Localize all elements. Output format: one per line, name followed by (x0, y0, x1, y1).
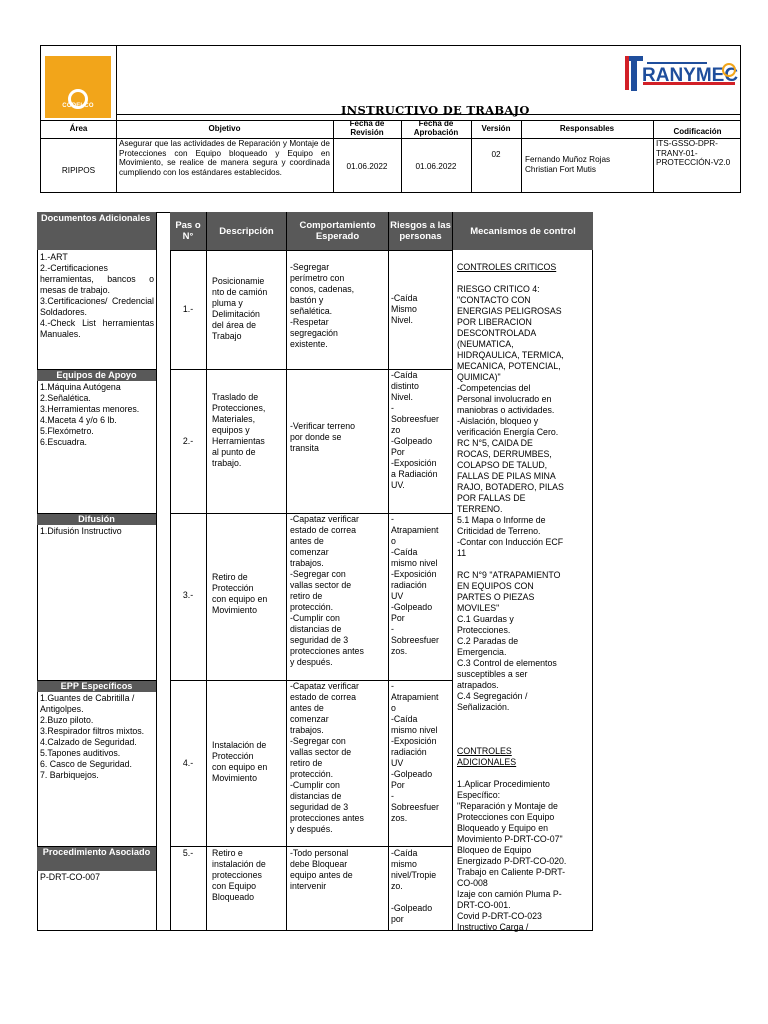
value-codificacion: ITS-GSSO-DPR-TRANY-01-PROTECCIÓN-V2.0 (656, 139, 731, 167)
equipos-head: Equipos de Apoyo (37, 370, 156, 381)
divider (206, 212, 207, 931)
codelco-logo (45, 56, 111, 118)
label-version: Versión (481, 124, 511, 133)
row3-riesgos: - Atrapamient o -Caída mismo nivel -Exposición radiación UV -Golpeado Por - Sobreesfuer zos. (391, 514, 439, 656)
value-responsables: Fernando Muñoz Rojas Christian Fort Mutis (525, 155, 611, 174)
row3-descripcion: Retiro de Protección con equipo en Movimiento (212, 572, 268, 615)
row4-paso: 4.- (182, 758, 194, 768)
documentos-head: Documentos Adicionales (37, 212, 156, 250)
divider (156, 212, 157, 931)
row5-comportamiento: -Todo personal debe Bloquear equipo antes de intervenir (290, 848, 353, 891)
document-title: INSTRUCTIVO DE TRABAJO (341, 103, 530, 117)
difusion-list: 1.Difusión Instructivo (40, 526, 122, 536)
difusion-head: Difusión (37, 514, 156, 525)
col-comportamiento: Comportamiento Esperado (287, 212, 388, 250)
procedimiento-head: Procedimiento Asociado (37, 847, 156, 871)
divider (401, 120, 402, 192)
epp-list: 1.Guantes de Cabritilla / Antigolpes. 2.Buzo piloto. 3.Respirador filtros mixtos. 4.Calzado de Seguridad. 5.Tapones auditivos. 6. Casco de Seguridad. 7. Barbiquejos. (40, 693, 145, 780)
divider (452, 212, 453, 931)
documentos-list: 1.-ART 2.-Certificaciones herramientas, bancos o mesas de trabajo. 3.Certificaciones/ Credencial Soldadores. 4.-Check List herramientas Manuales. (40, 252, 154, 339)
row5-descripcion: Retiro e instalación de protecciones con Equipo Bloqueado (212, 848, 266, 902)
divider (170, 212, 171, 931)
col-riesgos: Riesgos a las personas (389, 212, 452, 250)
value-fecha-aprobacion: 01.06.2022 (415, 162, 457, 171)
row5-paso: 5.- (182, 848, 194, 858)
value-objetivo: Asegurar que las actividades de Reparación y Montaje de Protecciones con Equipo bloqueado y Equipo en Movimiento, se realice de manera segura y coordinada cumpliendo con los estándares establecidos. (119, 139, 330, 177)
controles-adicionales-heading: CONTROLES ADICIONALES (457, 746, 517, 767)
epp-head: EPP Específicos (37, 681, 156, 692)
value-fecha-revision: 01.06.2022 (346, 162, 388, 171)
col-paso: Pas o N° (170, 212, 206, 250)
row1-descripcion: Posicionamie nto de camión pluma y Delimitación del área de Trabajo (212, 276, 268, 341)
tranymec-logo (621, 52, 739, 96)
label-objetivo: Objetivo (208, 124, 241, 133)
tranymec-logo-text: RANYMEC (642, 65, 739, 86)
controles-criticos-heading: CONTROLES CRITICOS (457, 262, 557, 272)
procedimiento-list: P-DRT-CO-007 (40, 872, 100, 882)
codelco-logo-text: CODELCO (62, 103, 94, 109)
divider (170, 250, 452, 251)
row3-paso: 3.- (182, 590, 194, 600)
header-table (40, 45, 741, 193)
label-fecha-aprobacion: Fecha de Aprobación (413, 119, 459, 137)
value-area: RIPIPOS (61, 166, 96, 175)
label-area: Área (69, 124, 88, 133)
row2-riesgos: -Caída distinto Nivel. - Sobreesfuer zo -Golpeado Por -Exposición a Radiación UV. (391, 370, 439, 490)
mecanismos-cell (457, 251, 593, 944)
procedure-table (37, 212, 593, 931)
row4-descripcion: Instalación de Protección con equipo en Movimiento (212, 740, 268, 783)
row2-descripcion: Traslado de Protecciones, Materiales, equipos y Herramientas al punto de trabajo. (212, 392, 266, 468)
row2-comportamiento: -Verificar terreno por donde se transita (290, 421, 356, 453)
divider (170, 846, 452, 847)
row1-riesgos: -Caída Mismo Nivel. (391, 293, 418, 325)
label-responsables: Responsables (559, 124, 615, 133)
row4-comportamiento: -Capataz verificar estado de correa antes de comenzar trabajos. -Segregar con vallas sector de retiro de protección. -Cumplir con distancias de seguridad de 3 protecciones antes y después. (290, 681, 364, 834)
divider (388, 212, 389, 931)
col-mecanismos: Mecanismos de control (453, 212, 593, 250)
row3-comportamiento: -Capataz verificar estado de correa antes de comenzar trabajos. -Segregar con vallas sector de retiro de protección. -Cumplir con distancias de seguridad de 3 protecciones antes y después. (290, 514, 364, 667)
row5-riesgos: -Caída mismo nivel/Tropie zo. -Golpeado por (391, 848, 437, 924)
label-codificacion: Codificación (673, 127, 722, 136)
divider (286, 212, 287, 931)
row1-paso: 1.- (182, 304, 194, 314)
equipos-list: 1.Máquina Autógena 2.Señalética. 3.Herramientas menores. 4.Maceta 4 y/o 6 lb. 5.Flexómetro. 6.Escuadra. (40, 382, 140, 447)
row2-paso: 2.- (182, 436, 194, 446)
col-descripcion: Descripción (207, 212, 286, 250)
controles-criticos-text: RIESGO CRITICO 4: "CONTACTO CON ENERGIAS PELIGROSAS POR LIBERACION DESCONTROLADA (NEUMATICA, HIDRQAULICA, TERMICA, MECANICA, POTENCIAL, QUIMICA)" -Competencias del Personal involucrado en maniobras o actividades. -Aislación, bloqueo y verificación Energía Cero. RC N°5, CAIDA DE ROCAS, DERRUMBES, COLAPSO DE TALUD, FALLAS DE PILAS MINA RAJO, BOTADERO, PILAS POR FALLAS DE TERRENO. 5.1 Mapa o Informe de Criticidad de Terreno. -Contar con Inducción ECF 11 RC N°9 "ATRAPAMIENTO EN EQUIPOS CON PARTES O PIEZAS MOVILES" C.1 Guardas y Protecciones. C.2 Paradas de Emergencia. C.3 Control de elementos susceptibles a ser atrapados. C.4 Segregación / Señalización. (457, 284, 564, 712)
divider (333, 120, 334, 192)
controles-adicionales-text: 1.Aplicar Procedimiento Específico: "Reparación y Montaje de Protecciones con Equipo Bloqueado y Equipo en Movimiento P-DRT-CO-07" Bloqueo de Equipo Energizado P-DRT-CO-020. Trabajo en Caliente P-DRT- CO-008 Izaje con camión Pluma P- DRT-CO-001. Covid P-DRT-CO-023 Instructivo Carga / (457, 779, 567, 932)
row4-riesgos: - Atrapamient o -Caída mismo nivel -Exposición radiación UV -Golpeado Por - Sobreesfuer zos. (391, 681, 439, 823)
label-fecha-revision: Fecha de Revisión (349, 119, 385, 137)
value-version: 02 (491, 150, 501, 159)
row1-comportamiento: -Segregar perímetro con conos, cadenas, bastón y señalética. -Respetar segregación existente. (290, 262, 355, 349)
